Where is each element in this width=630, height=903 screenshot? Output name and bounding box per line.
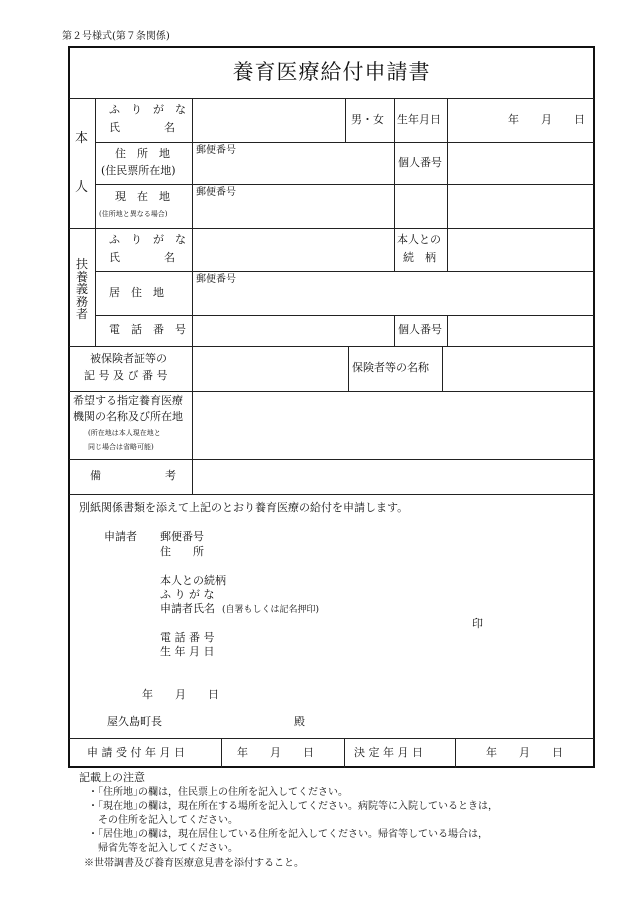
applicant-tel-label: 電 話 番 号 <box>160 631 215 644</box>
relation-label-2: 続 柄 <box>403 251 436 264</box>
applicant-label: 申請者 <box>104 530 137 543</box>
rule <box>345 98 346 142</box>
dono-label: 殿 <box>294 715 305 728</box>
decision-label: 決 定 年 月 日 <box>354 746 423 759</box>
rule <box>95 98 96 346</box>
applicant-furigana-label: ふ り が な <box>160 588 215 601</box>
kikan-label-1: 希望する指定養育医療 <box>73 394 183 407</box>
kojin-bango-label: 個人番号 <box>398 156 442 169</box>
fuyo-furigana-label: ふ り が な <box>109 233 186 246</box>
honnin-label-nin: 人 <box>75 180 89 195</box>
fuyo-group-label-char: 者 <box>75 307 88 322</box>
rule <box>394 228 395 271</box>
fuyo-group-label-char: 扶 <box>75 257 88 271</box>
kojin-bango-field[interactable] <box>448 143 594 184</box>
fuyo-kojin-field[interactable] <box>448 316 594 346</box>
note-2a: ・｢現在地｣の欄は，現在所在する場所を記入してください。病院等に入院しているときは， <box>88 801 498 812</box>
rule <box>348 346 349 391</box>
birth-label: 生年月日 <box>397 113 441 126</box>
form-number: 第２号様式(第７条関係) <box>62 31 170 42</box>
applicant-relation-label: 本人との続柄 <box>160 574 226 587</box>
honnin-label-hon: 本 <box>75 131 89 146</box>
applicant-birth-label: 生 年 月 日 <box>160 645 215 658</box>
biko-field[interactable] <box>193 460 594 494</box>
form-title: 養育医療給付申請書 <box>232 60 431 84</box>
addressee-label: 屋久島町長 <box>107 715 162 728</box>
fuyo-group-label-char: 義 <box>75 282 88 297</box>
hoken-number-field[interactable] <box>193 347 348 391</box>
received-date-field[interactable]: 年 月 日 <box>237 746 314 759</box>
decision-date-field[interactable]: 年 月 日 <box>486 746 563 759</box>
biko-label-2: 考 <box>165 469 176 482</box>
kikan-note-2: 同じ場合は省略可能) <box>88 443 154 451</box>
applicant-name-label: 申請者氏名 <box>160 602 215 615</box>
fuyo-group-label-char: 務 <box>75 294 88 309</box>
fuyo-kojin-label: 個人番号 <box>398 323 442 336</box>
fuyo-tel-label: 電 話 番 号 <box>109 323 186 336</box>
application-statement: 別紙関係書類を添えて上記のとおり養育医療の給付を申請します。 <box>79 501 409 514</box>
kikan-label-2: 機関の名称及び所在地 <box>73 410 183 423</box>
biko-label-1: 備 <box>90 469 101 482</box>
jusho-field[interactable] <box>193 143 394 184</box>
relation-field[interactable] <box>448 229 594 271</box>
rule <box>69 738 594 739</box>
jusho-label: 住 所 地 <box>115 147 170 160</box>
rule <box>394 315 395 346</box>
note-3b: 帰省先等を記入してください。 <box>98 843 238 854</box>
note-3a: ・｢居住地｣の欄は，現在居住している住所を記入してください。帰省等している場合は， <box>88 829 488 840</box>
notes-heading: 記載上の注意 <box>79 771 145 784</box>
applicant-name-note: (自署もしくは記名押印) <box>222 605 320 615</box>
kyoju-label: 居 住 地 <box>109 286 164 299</box>
rule <box>344 738 345 768</box>
kikan-note-1: (所在地は本人現在地と <box>88 429 161 437</box>
seal-mark: 印 <box>472 617 483 630</box>
sex-select[interactable]: 男・女 <box>351 113 384 126</box>
fuyo-group-label <box>75 258 89 321</box>
genzai-sublabel: (住所地と異なる場合) <box>99 210 168 218</box>
rule <box>69 494 594 495</box>
rule <box>455 738 456 768</box>
note-2b: その住所を記入してください。 <box>98 815 238 826</box>
honnin-furigana-label: ふ り が な <box>109 103 186 116</box>
hoken-label-1: 被保険者証等の <box>90 352 167 365</box>
fuyo-tel-field[interactable] <box>193 316 394 346</box>
kyoju-field[interactable] <box>193 272 594 315</box>
genzai-label: 現 在 地 <box>115 190 170 203</box>
kyoju-postal-label: 郵便番号 <box>196 274 236 285</box>
fuyo-name-field[interactable] <box>193 229 394 271</box>
honnin-name-label: 氏 名 <box>109 121 175 134</box>
note-4: ※世帯調書及び養育医療意見書を添付すること。 <box>84 858 304 869</box>
received-label: 申 請 受 付 年 月 日 <box>87 746 185 759</box>
fuyo-group-label-char: 養 <box>75 269 88 284</box>
genzai-postal-label: 郵便番号 <box>196 187 236 198</box>
applicant-entry-area[interactable] <box>235 528 575 663</box>
birth-date-field[interactable]: 年 月 日 <box>508 113 585 126</box>
genzai-field[interactable] <box>193 185 594 228</box>
kikan-field[interactable] <box>193 392 594 459</box>
applicant-postal-label: 郵便番号 <box>160 530 204 543</box>
applicant-address-label: 住 所 <box>160 545 204 558</box>
note-1: ・｢住所地｣の欄は，住民票上の住所を記入してください。 <box>88 787 348 798</box>
hoken-label-2: 記 号 及 び 番 号 <box>84 369 168 382</box>
application-date-field[interactable]: 年 月 日 <box>142 688 219 701</box>
jusho-sublabel: (住民票所在地) <box>101 164 176 177</box>
hokensha-name-field[interactable] <box>443 347 594 391</box>
hokensha-name-label: 保険者等の名称 <box>352 361 429 374</box>
relation-label-1: 本人との <box>397 233 441 246</box>
rule <box>221 738 222 768</box>
honnin-name-field[interactable] <box>193 99 345 142</box>
fuyo-name-label: 氏 名 <box>109 251 175 264</box>
jusho-postal-label: 郵便番号 <box>196 145 236 156</box>
